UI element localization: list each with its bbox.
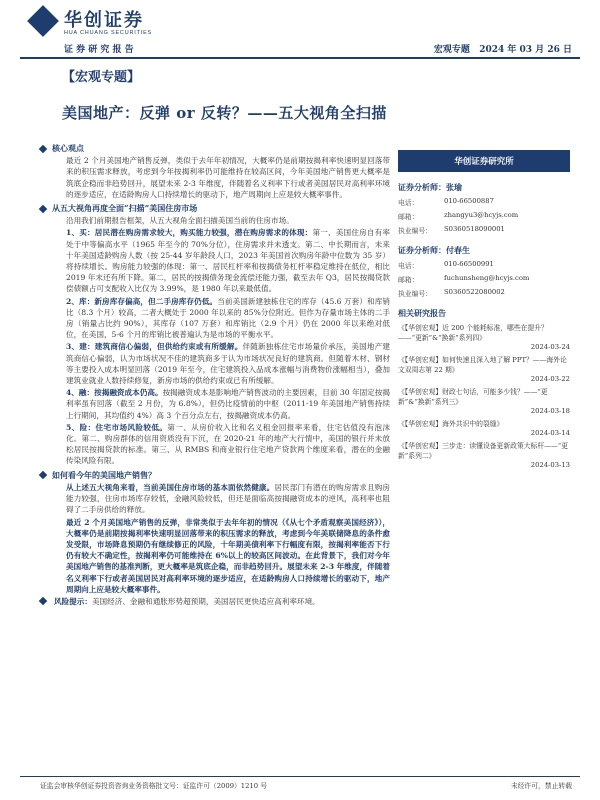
related-report-link[interactable]: 《【华创宏观】如何快速且深入地了解 PPT？——海外论文双周志第 22 期》: [398, 356, 567, 374]
report-tag: 【宏观专题】: [62, 70, 141, 85]
analyst-contact-row: 邮箱： fuchunsheng@hcyjs.com: [398, 274, 530, 284]
report-type: 证 券 研 究 报 告: [64, 45, 134, 55]
report-header: [0, 0, 600, 60]
paragraph: 2、库：新房库存偏高，但二手房库存仍低。当前美国新建独栋住宅的库存（45.6 万套）和库销比（8.3 个月）较高，二者大概处于 2000 年以来的 85%分位附近。但作为存量市场主体的二手房（销量占比约 90%），其库存（107 万套）和库销比（2.9 个月）仍在 2000 年以来绝对低位，在美国，5-6 个月的库销比被普遍认为是市场的平衡水平。: [66, 296, 390, 340]
diamond-bullet-icon: [39, 597, 47, 605]
paragraph: 5、险：住宅市场风险较低。第一、从房价收入比和名义租金回报率来看，住宅估值没有泡沫化。第二、购房群体的信用资质没有下沉，在 2020-21 年的地产大行情中，美国的银行并未放松居民按揭贷款的标准。第三、从 RMBS 和商业银行住宅地产贷款两个维度来看，潜在的金融传染风险有限。: [66, 422, 390, 466]
section-heading: 从五大视角再度全面“扫描”美国住房市场: [40, 203, 390, 214]
paragraph: 最近 2 个月美国地产销售反弹，类似于去年年初情况，大概率仍是前期按揭利率快速明显回落带来的积压需求释放，考虑到今年按揭利率仍可能维持在较高区间，今年美国地产销售更大概率是筑底企稳而非趋势回升，展望未来 2-3 年维度，伴随着名义利率下行或者美国居民对高利率环境的逐步适应，在适龄购房人口持续增长的驱动下，地产周期向上应是较大概率事件。: [66, 156, 390, 199]
related-reports: [398, 323, 570, 469]
paragraph: 4、融：按揭融资成本仍高。按揭融资成本是影响地产销售波动的主要因素，目前 30 年固定按揭利率虽有回落（截至 2 月份，为 6.8%），但仍比疫情前的中枢（2011-19 年美国地产销售持续上行期间，其均值约 4%）高 3 个百分点左右，按揭融资成本仍高。: [66, 388, 390, 420]
paragraph: 1、买：居民潜在购房需求较大，购买能力较强，潜在购房需求的体现：第一、美国住房自有率处于中等偏高水平（1965 年至今的 70%分位），住房需求并未透支。第二、中长期而言，未来十年美国适龄购房人数（按 25-44 岁年龄段人口，2023 年美国首次购房年龄中位数为 35 岁）将持续增长。购房能力较强的体现：第一、居民杠杆率和按揭债务杠杆率稳定维持在低位，相比 2019 年末还有所下降。第二，居民的按揭债务现金流偿还能力强，截至去年 Q3，居民按揭贷款偿债额占可支配收入比仅为 3.99%，是 1980 年以来最低值。: [66, 228, 391, 294]
brand-name-en: HUA CHUANG SECURITIES: [64, 30, 153, 36]
related-report-link[interactable]: 《【华创宏观】近 200 个能耗标准，哪些在提升？——“更新”&“换新”系列四》: [398, 324, 548, 342]
page-title: 美国地产：反弹 or 反转？——五大视角全扫描: [62, 104, 387, 122]
logo-icon: [27, 5, 59, 37]
analyst-name: 证券分析师：张瑜: [398, 182, 462, 192]
header-meta: [434, 42, 572, 55]
brand-logo: [28, 6, 152, 36]
paragraph: 从上述五大视角来看，当前美国住房市场的基本面依然健康。居民部门有潜在的购房需求且购房能力较强，住房市场库存较低，金融风险较低，但还是面临高按揭融资成本的逆风，高利率也阻碍了二手房供给的释放。: [66, 482, 391, 515]
paragraph: 沿用我们前期报告框架，从五大视角全面扫描美国当前的住房市场。: [66, 216, 294, 226]
header-divider: [20, 57, 580, 59]
diamond-bullet-icon: [39, 144, 47, 152]
analyst-contact-row: 执业编号： S0360518090001: [398, 225, 505, 235]
analyst-contact-row: 电话： 010-66500887: [398, 197, 494, 207]
analyst-contact-row: 执业编号： S0360522080002: [398, 288, 505, 298]
section-heading: 核心观点: [40, 143, 390, 154]
related-report-date: 2024-03-18: [530, 407, 570, 415]
footer-divider: [20, 776, 580, 777]
report-date: 2024 年 03 月 26 日: [479, 45, 572, 55]
paragraph: 风险提示：美国经济、金融和通胀形势超预期，美国居民更快适应高利率环境。: [40, 596, 390, 607]
brand-name: 华创证券: [64, 10, 144, 31]
main-content: [40, 140, 390, 607]
diamond-bullet-icon: [39, 204, 47, 212]
related-report-date: 2024-03-22: [530, 375, 570, 383]
footer-license: 证监会审核华创证券投资咨询业务资格批文号：证监许可（2009）1210 号: [40, 782, 268, 790]
related-report-link[interactable]: 《【华创宏观】三步走：读懂设备更新政策大标杆——“更新”系列二》: [398, 442, 568, 460]
research-team: 华创证券研究所: [398, 150, 570, 172]
related-report-link[interactable]: 《【华创宏观】财政七句话，可能多少钱？——“更新”&“换新”系列三》: [398, 388, 548, 406]
analyst-contact-row: 电话： 010-66500991: [398, 260, 494, 270]
report-category: 宏观专题: [433, 45, 470, 55]
sidebar: [398, 140, 570, 469]
related-report-link[interactable]: 《【华创宏观】海外共识中的裂缝》: [398, 420, 504, 428]
paragraph: 3、建：建筑商信心偏弱，但供给约束或有所缓解。伴随新独栋住宅市场量价承压，美国地产建筑商信心偏弱，认为市场状况不佳的建筑商多于认为市场状况良好的建筑商。但随着木材、钢材等主要投入成本明显回落（2019 年至今，住宅建筑投入品成本涨幅与消费物价涨幅相当），叠加建筑业就业人数持续修复，新房市场的供给约束或已有所缓解。: [66, 342, 391, 386]
section-heading: 如何看今年的美国地产销售？: [40, 470, 390, 481]
related-report-date: 2024-03-24: [530, 343, 570, 351]
footer-copyright: 未经许可，禁止转载: [510, 782, 572, 790]
diamond-bullet-icon: [39, 471, 47, 479]
paragraph: 最近 2 个月美国地产销售的反弹，非常类似于去年年初的情况（《从七个矛盾观察美国经济》），大概率仍是前期按揭利率快速明显回落带来的积压需求的释放，考虑到今年美联储降息的条件愈发受限，市场降息预期仍有继续修正的风险，十年期美债利率下行幅度有限，按揭利率能否下行仍有较大不确定性，按揭利率仍可能维持在 6%以上的较高区间波动。在此背景下，我们对今年美国地产销售的基准判断，更大概率是筑底企稳，而非趋势回升。展望未来 2-3 年维度，伴随着名义利率下行或者美国居民对高利率环境的逐步适应，在适龄购房人口持续增长的驱动下，地产周期向上应是较大概率事件。: [66, 517, 390, 594]
analyst-contact-row: 邮箱： zhangyu3@hcyjs.com: [398, 211, 519, 221]
analyst-list: [398, 182, 570, 298]
related-report-date: 2024-03-14: [530, 429, 570, 437]
related-report-date: 2024-03-13: [530, 461, 570, 469]
related-reports-heading: 相关研究报告: [398, 308, 446, 318]
analyst-name: 证券分析师：付春生: [398, 245, 470, 255]
